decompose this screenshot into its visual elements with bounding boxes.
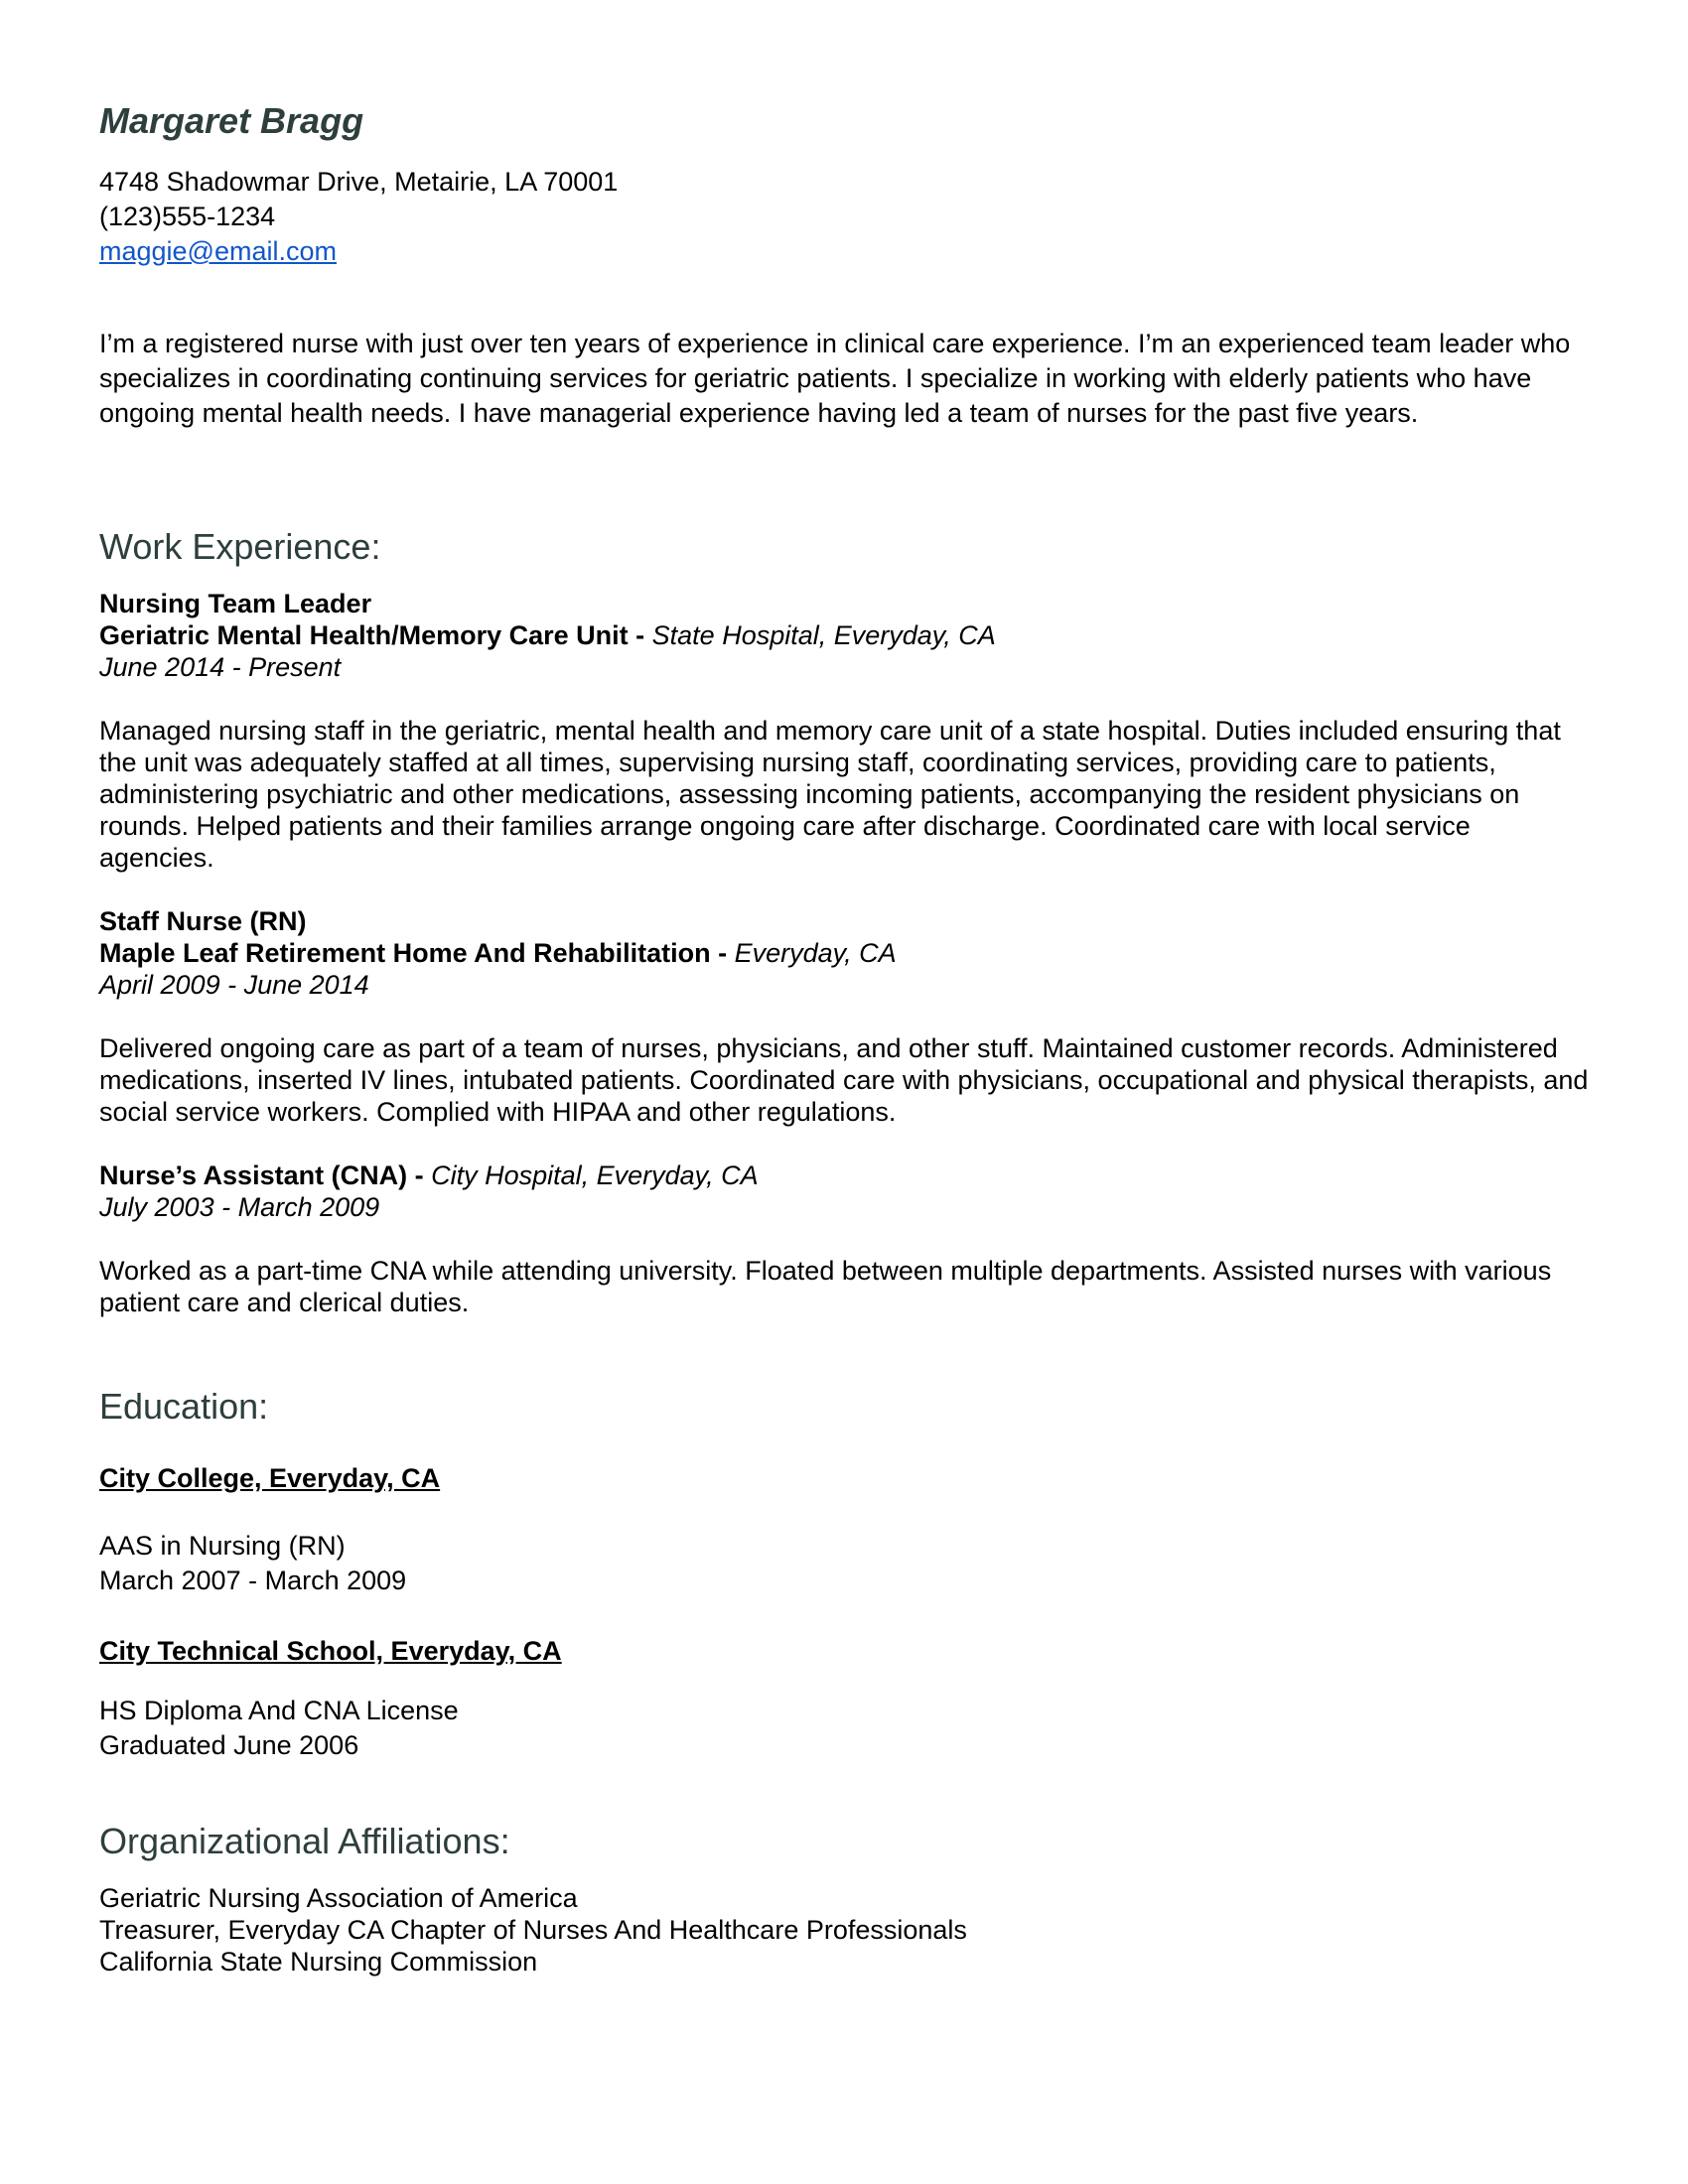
work-experience-heading: Work Experience:	[99, 526, 381, 567]
job-organization: Nurse’s Assistant (CNA) -	[99, 1160, 424, 1190]
affiliations-list	[99, 1882, 1589, 1978]
job-entry	[99, 1160, 1589, 1318]
degree: AAS in Nursing (RN)	[99, 1531, 346, 1561]
job-location: Everyday, CA	[734, 938, 897, 968]
job-location: State Hospital, Everyday, CA	[651, 620, 996, 650]
candidate-name: Margaret Bragg	[99, 100, 364, 141]
job-description: Worked as a part-time CNA while attending university. Floated between multiple departments. Assisted nurses with various patient care and clerical duties.	[99, 1256, 1552, 1317]
job-dates: July 2003 - March 2009	[99, 1192, 380, 1222]
affiliations-heading: Organizational Affiliations:	[99, 1821, 510, 1861]
job-organization: Maple Leaf Retirement Home And Rehabilitation -	[99, 938, 728, 968]
summary-paragraph: I’m a registered nurse with just over ten years of experience in clinical care experience. I’m an experienced team leader who specializes in coordinating continuing services for geriatric patients. I specialize in working with elderly patients who have ongoing mental health needs. I have managerial experience having led a team of nurses for the past five years.	[99, 329, 1571, 428]
phone: (123)555-1234	[99, 202, 276, 231]
job-title: Staff Nurse (RN)	[99, 906, 307, 936]
education-entry	[99, 1461, 1589, 1598]
degree: HS Diploma And CNA License	[99, 1696, 459, 1725]
job-dates: April 2009 - June 2014	[99, 970, 369, 1000]
resume-page	[99, 97, 1589, 1978]
education-dates: Graduated June 2006	[99, 1730, 359, 1760]
job-description: Delivered ongoing care as part of a team of nurses, physicians, and other stuff. Maintained customer records. Administered medications, inserted IV lines, intubated patients. Coordinated care with physicians, occupational and physical therapists, and social service workers. Complied with HIPAA and other regulations.	[99, 1033, 1589, 1127]
school-name: City College, Everyday, CA	[99, 1463, 441, 1493]
job-organization: Geriatric Mental Health/Memory Care Unit -	[99, 620, 645, 650]
contact-block	[99, 165, 1589, 269]
job-entry	[99, 588, 1589, 874]
email-link[interactable]: maggie@email.com	[99, 236, 337, 266]
job-description: Managed nursing staff in the geriatric, mental health and memory care unit of a state hospital. Duties included ensuring that the unit was adequately staffed at all times, supervising nursing staff, coordinating services, providing care to patients, administering psychiatric and other medications, assessing incoming patients, accompanying the resident physicians on rounds. Helped patients and their families arrange ongoing care after discharge. Coordinated care with local service agencies.	[99, 716, 1561, 873]
job-title: Nursing Team Leader	[99, 589, 372, 618]
job-dates: June 2014 - Present	[99, 652, 342, 682]
education-heading: Education:	[99, 1386, 269, 1427]
job-entry	[99, 905, 1589, 1128]
list-item: Treasurer, Everyday CA Chapter of Nurses And Healthcare Professionals	[99, 1915, 967, 1945]
school-name: City Technical School, Everyday, CA	[99, 1636, 562, 1666]
list-item: Geriatric Nursing Association of America	[99, 1883, 578, 1913]
address: 4748 Shadowmar Drive, Metairie, LA 70001	[99, 167, 619, 197]
list-item: California State Nursing Commission	[99, 1947, 538, 1977]
job-location: City Hospital, Everyday, CA	[431, 1160, 759, 1190]
education-entry	[99, 1634, 1589, 1763]
education-dates: March 2007 - March 2009	[99, 1566, 407, 1595]
